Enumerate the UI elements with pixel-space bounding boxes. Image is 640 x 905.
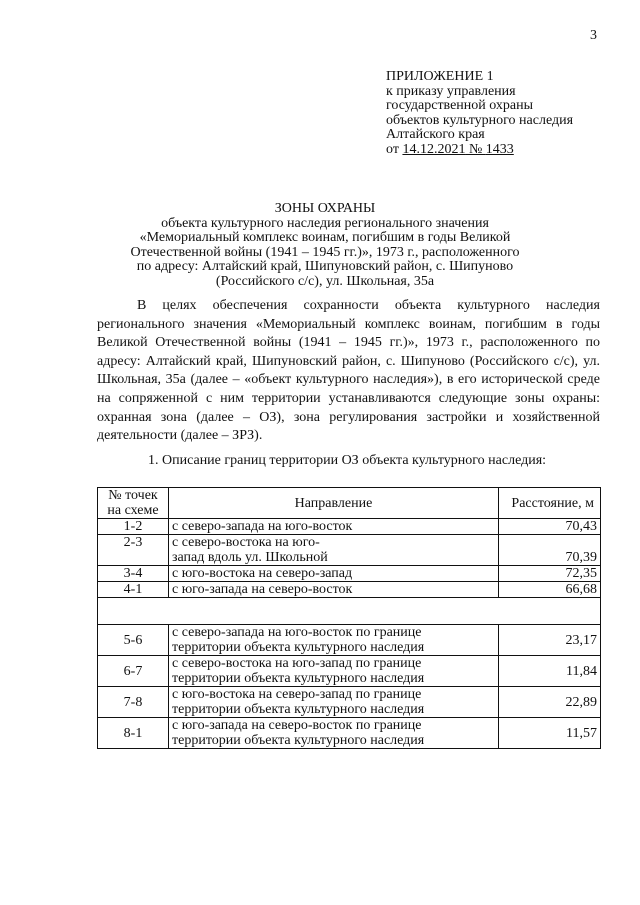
- table-row: [98, 519, 601, 535]
- cell-points: 7-8: [98, 687, 169, 718]
- heading-line: по адресу: Алтайский край, Шипуновский район, с. Шипуново: [136, 259, 514, 274]
- cell-distance: 66,68: [499, 582, 601, 598]
- boundary-table: [97, 487, 601, 749]
- appendix-block: [386, 70, 573, 157]
- table-row: [98, 687, 601, 718]
- cell-points: 1-2: [98, 519, 169, 535]
- cell-direction: с юго-востока на северо-запад по границе территории объекта культурного наследия: [169, 687, 499, 718]
- table-row: [98, 535, 601, 566]
- heading-line: «Мемориальный комплекс воинам, погибшим в годы Великой: [139, 230, 511, 245]
- cell-distance: 11,84: [499, 656, 601, 687]
- cell-direction: с юго-запада на северо-восток: [169, 582, 499, 598]
- date-prefix: от: [386, 141, 403, 157]
- appendix-line: Алтайского края: [386, 127, 485, 142]
- intro-paragraph: [97, 297, 600, 446]
- appendix-line: к приказу управления: [386, 83, 516, 99]
- cell-distance: 70,39: [499, 535, 601, 566]
- section-title: 1. Описание границ территории ОЗ объекта культурного наследия:: [148, 453, 547, 468]
- document-heading: [90, 202, 560, 289]
- cell-distance: 72,35: [499, 566, 601, 582]
- cell-direction: с северо-запада на юго-восток по границе территории объекта культурного наследия: [169, 625, 499, 656]
- number-prefix: №: [465, 141, 486, 157]
- appendix-date-line: [386, 143, 573, 158]
- paragraph-text: В целях обеспечения сохранности объекта культурного наследия регионального значения «Мемориальный комплекс воинам, погибшим в годы Великой Отечественной войны (1941 – 1945 гг.)», 1973 г., расположенного по адресу: Алтайский край, Шипуновский район, с. Шипуново (Российского с/с), ул. Школьная, 35а (далее – «объект культурного наследия»), в его исторической среде на сопряженной с ним территории устанавливаются следующие зоны охраны: охранная зона (далее – ОЗ), зона регулирования застройки и хозяйственной деятельности (далее – ЗРЗ).: [97, 298, 600, 444]
- table-row: [98, 718, 601, 749]
- cell-direction: с северо-запада на юго-восток: [169, 519, 499, 535]
- order-date: 14.12.2021: [402, 141, 466, 157]
- appendix-title: ПРИЛОЖЕНИЕ 1: [386, 69, 494, 84]
- cell-points: 3-4: [98, 566, 169, 582]
- cell-direction: с северо-востока на юго-запад по границе территории объекта культурного наследия: [169, 656, 499, 687]
- heading-line: объекта культурного наследия регионального значения: [161, 215, 489, 231]
- cell-points: 5-6: [98, 625, 169, 656]
- table-row: [98, 566, 601, 582]
- cell-direction: с северо-востока на юго-запад вдоль ул. Школьной: [169, 535, 499, 566]
- cell-points: 8-1: [98, 718, 169, 749]
- heading-line: Отечественной войны (1941 – 1945 гг.)», 1973 г., расположенного: [130, 244, 520, 260]
- cell-distance: 11,57: [499, 718, 601, 749]
- heading-title: ЗОНЫ ОХРАНЫ: [274, 201, 376, 216]
- appendix-line: государственной охраны: [386, 98, 534, 113]
- cell-distance: 70,43: [499, 519, 601, 535]
- order-number: 1433: [485, 141, 514, 157]
- table-row: [98, 625, 601, 656]
- cell-distance: 22,89: [499, 687, 601, 718]
- page-number: 3: [590, 28, 597, 43]
- table-row: [98, 656, 601, 687]
- heading-line: (Российского с/с), ул. Школьная, 35а: [215, 273, 435, 289]
- table-spacer-row: [98, 598, 601, 625]
- table-row: [98, 582, 601, 598]
- spacer-cell: [98, 598, 601, 625]
- cell-distance: 23,17: [499, 625, 601, 656]
- cell-points: 6-7: [98, 656, 169, 687]
- cell-points: 2-3: [98, 535, 169, 566]
- cell-points: 4-1: [98, 582, 169, 598]
- header-direction: Направление: [169, 488, 499, 519]
- table-header-row: [98, 488, 601, 519]
- cell-direction: с юго-запада на северо-восток по границе территории объекта культурного наследия: [169, 718, 499, 749]
- cell-direction: с юго-востока на северо-запад: [169, 566, 499, 582]
- header-points: № точек на схеме: [98, 488, 169, 519]
- appendix-line: объектов культурного наследия: [386, 112, 574, 128]
- header-distance: Расстояние, м: [499, 488, 601, 519]
